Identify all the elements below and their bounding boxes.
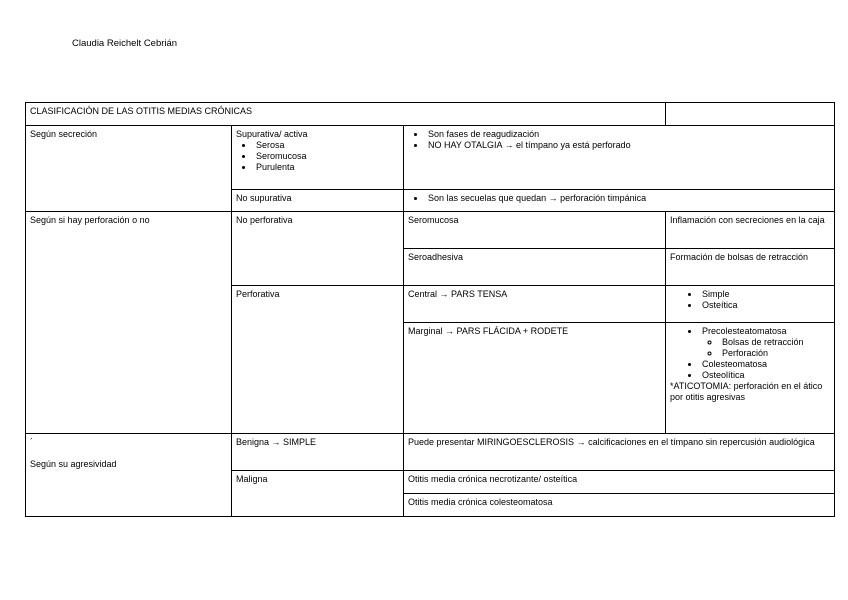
list-item: • Purulenta (254, 162, 399, 173)
maligna-label: Maligna (232, 471, 404, 517)
category-perforacion: Según si hay perforación o no (26, 212, 232, 434)
supurativa-label: Supurativa/ activa (236, 129, 308, 139)
marginal-items (666, 323, 835, 434)
no-supurativa-notes (404, 190, 835, 212)
marginal-type: Marginal → PARS FLÁCIDA + RODETE (404, 323, 666, 434)
supurativa-cell (232, 126, 404, 190)
list-item: • Osteítica (700, 300, 830, 311)
seroadhesiva-desc: Formación de bolsas de retracción (666, 249, 835, 286)
list-item: • Son fases de reagudización (426, 129, 830, 140)
central-items (666, 286, 835, 323)
seroadhesiva-type: Seroadhesiva (404, 249, 666, 286)
list-item: • Serosa (254, 140, 399, 151)
seromucosa-type: Seromucosa (404, 212, 666, 249)
list-item: ◦ Bolsas de retracción (720, 337, 830, 348)
list-item: • Simple (700, 289, 830, 300)
central-type: Central → PARS TENSA (404, 286, 666, 323)
category-agresividad (26, 434, 232, 517)
empty-header-cell (666, 103, 835, 126)
benigna-label: Benigna → SIMPLE (232, 434, 404, 471)
category-secrecion: Según secreción (26, 126, 232, 212)
supurativa-notes (404, 126, 835, 190)
benigna-desc: Puede presentar MIRINGOESCLEROSIS → calcificaciones en el tímpano sin repercusión audiológica (404, 434, 835, 471)
no-perforativa-label: No perforativa (232, 212, 404, 286)
no-supurativa-label: No supurativa (232, 190, 404, 212)
list-item: • Seromucosa (254, 151, 399, 162)
perforativa-label: Perforativa (232, 286, 404, 434)
list-item: • Colesteomatosa (700, 359, 830, 370)
list-item: • Osteolítica (700, 370, 830, 381)
classification-table (25, 102, 835, 517)
list-item: • NO HAY OTALGIA → el tímpano ya está perforado (426, 140, 830, 151)
agresividad-label: Según su agresividad (30, 459, 117, 469)
table-title: CLASIFICACIÓN DE LAS OTITIS MEDIAS CRÓNICAS (26, 103, 666, 126)
list-item: ◦ Perforación (720, 348, 830, 359)
maligna-row: Otitis media crónica necrotizante/ osteítica (404, 471, 835, 494)
aticotomia-note: *ATICOTOMIA: perforación en el ático por otitis agresivas (670, 381, 823, 402)
precolesteatomatosa-label: Precolesteatomatosa (702, 326, 787, 336)
author-name: Claudia Reichelt Cebrián (72, 38, 178, 49)
seromucosa-desc: Inflamación con secreciones en la caja (666, 212, 835, 249)
supurativa-types (236, 140, 399, 173)
maligna-row: Otitis media crónica colesteomatosa (404, 494, 835, 517)
list-item (700, 326, 830, 359)
stray-mark: ´ (30, 437, 33, 447)
list-item: • Son las secuelas que quedan → perforación timpánica (426, 193, 830, 204)
